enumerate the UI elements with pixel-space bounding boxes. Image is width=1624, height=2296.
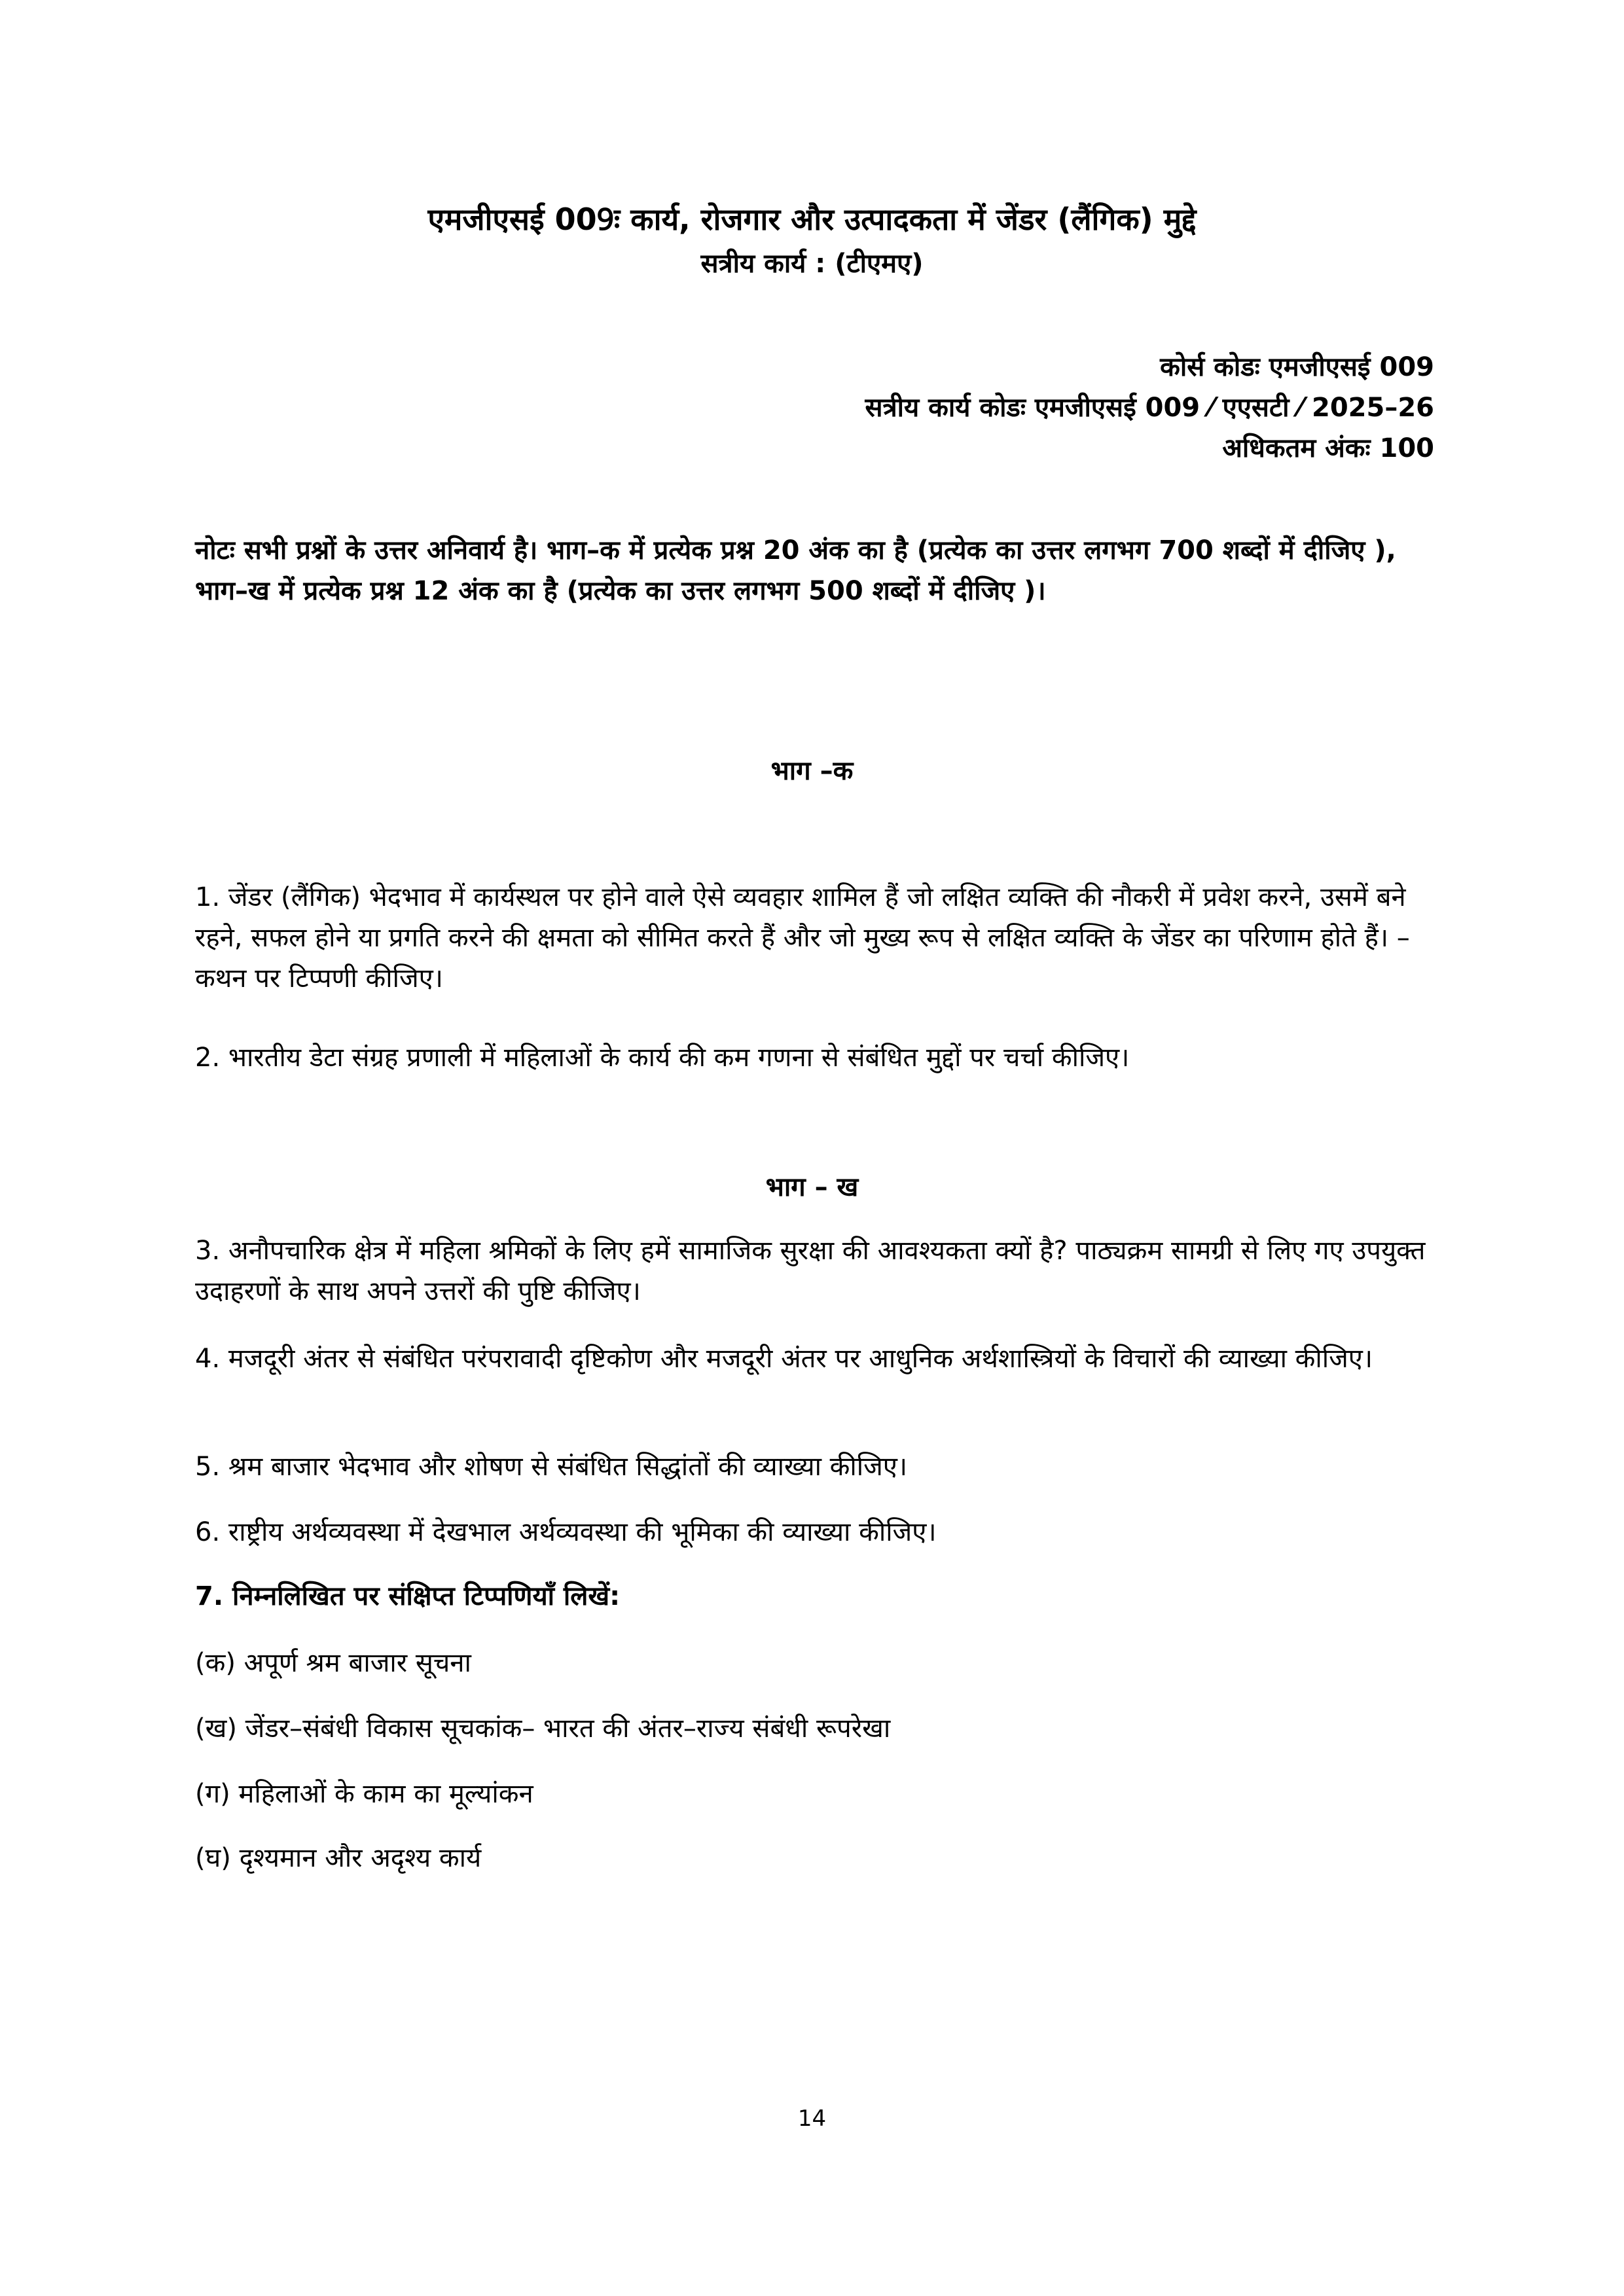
question-1: 1. जेंडर (लैंगिक) भेदभाव में कार्यस्थल पर होने वाले ऐसे व्यवहार शामिल हैं जो लक्षित व्यक्ति की नौकरी में प्रवेश करने, उसमें बने रहने, सफल होने या प्रगति करने की क्षमता को सीमित करते हैं और जो मुख्य रूप से लक्षित व्यक्ति के जेंडर का परिणाम होते हैं। – कथन पर टिप्पणी कीजिए।	[195, 882, 1410, 994]
question-7-item-b: (ख) जेंडर–संबंधी विकास सूचकांक– भारत की अंतर–राज्य संबंधी रूपरेखा	[195, 1713, 891, 1744]
question-5: 5. श्रम बाजार भेदभाव और शोषण से संबंधित सिद्धांतों की व्याख्या कीजिए।	[195, 1452, 908, 1482]
max-marks: अधिकतम अंकः 100	[1222, 433, 1434, 463]
document-subtitle: सत्रीय कार्य : (टीएमए)	[700, 249, 924, 279]
question-7-heading: 7. निम्नलिखित पर संक्षिप्त टिप्पणियाँ लिखें:	[195, 1581, 621, 1611]
instructions-note: नोटः सभी प्रश्नों के उत्तर अनिवार्य है। भाग–क में प्रत्येक प्रश्न 20 अंक का है (प्रत्येक का उत्तर लगभग 700 शब्दों में दीजिए ), भाग–ख में प्रत्येक प्रश्न 12 अंक का है (प्रत्येक का उत्तर लगभग 500 शब्दों में दीजिए )।	[195, 535, 1396, 606]
question-7-item-c: (ग) महिलाओं के काम का मूल्यांकन	[195, 1779, 533, 1809]
section-a-heading: भाग –क	[770, 756, 854, 786]
section-b-heading: भाग – ख	[765, 1172, 859, 1202]
question-6: 6. राष्ट्रीय अर्थव्यवस्था में देखभाल अर्थव्यवस्था की भूमिका की व्याख्या कीजिए।	[195, 1517, 937, 1547]
page-number: 14	[797, 2106, 827, 2132]
document-title: एमजीएसई 009ः कार्य, रोजगार और उत्पादकता में जेंडर (लैंगिक) मुद्दे	[427, 202, 1197, 237]
question-2: 2. भारतीय डेटा संग्रह प्रणाली में महिलाओं के कार्य की कम गणना से संबंधित मुद्दों पर चर्चा कीजिए।	[195, 1043, 1130, 1073]
course-code: कोर्स कोडः एमजीएसई 009	[1160, 352, 1434, 382]
question-7-item-d: (घ) दृश्यमान और अदृश्य कार्य	[195, 1843, 482, 1873]
question-4: 4. मजदूरी अंतर से संबंधित परंपरावादी दृष्टिकोण और मजदूरी अंतर पर आधुनिक अर्थशास्त्रियों के विचारों की व्याख्या कीजिए।	[195, 1344, 1373, 1374]
question-3: 3. अनौपचारिक क्षेत्र में महिला श्रमिकों के लिए हमें सामाजिक सुरक्षा की आवश्यकता क्यों है? पाठ्यक्रम सामग्री से लिए गए उपयुक्त उदाहरणों के साथ अपने उत्तरों की पुष्टि कीजिए।	[195, 1236, 1426, 1306]
course-meta	[865, 347, 1434, 469]
assignment-code: सत्रीय कार्य कोडः एमजीएसई 009 ⁄ एएसटी ⁄ 2025–26	[865, 393, 1434, 423]
question-7-item-a: (क) अपूर्ण श्रम बाजार सूचना	[195, 1648, 471, 1678]
